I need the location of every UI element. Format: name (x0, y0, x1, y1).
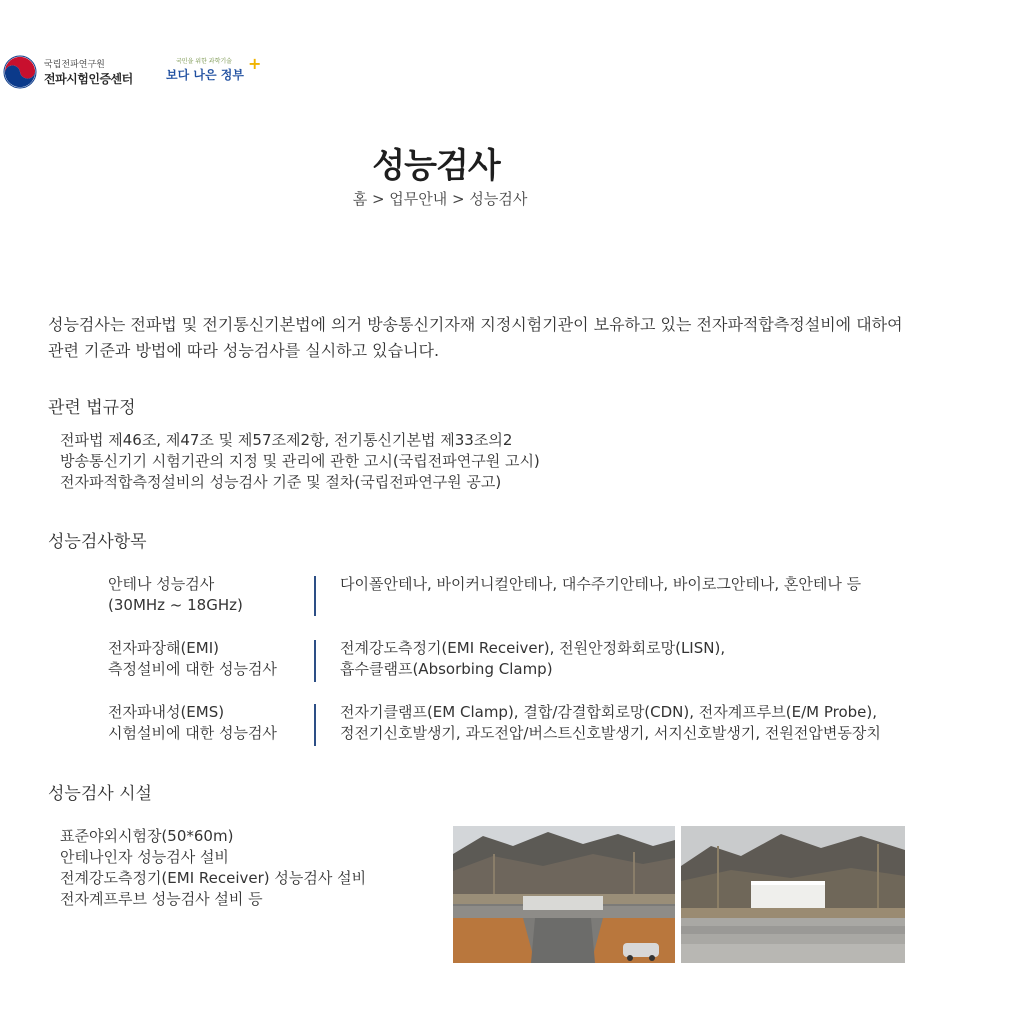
government-slogan-logo[interactable] (166, 56, 262, 90)
page-title: 성능검사 (372, 146, 500, 186)
list-item: 전계강도측정기(EMI Receiver) 성능검사 설비 (60, 869, 367, 887)
item-divider-bar (314, 640, 316, 682)
item-name (108, 574, 318, 616)
item-name-line: (30MHz ~ 18GHz) (108, 596, 243, 614)
item-desc-line: 흡수클램프(Absorbing Clamp) (340, 660, 553, 678)
org-logo[interactable] (2, 52, 152, 92)
list-item: 안테나인자 성능검사 설비 (60, 848, 229, 866)
section-title-laws: 관련 법규정 (48, 398, 136, 418)
item-desc-line: 정전기신호발생기, 과도전압/버스트신호발생기, 서지신호발생기, 전원전압변동장치 (340, 724, 881, 742)
item-name-line: 전자파장해(EMI) (108, 639, 219, 657)
item-description (340, 702, 980, 744)
item-divider-bar (314, 576, 316, 616)
intro-line: 관련 기준과 방법에 따라 성능검사를 실시하고 있습니다. (48, 341, 440, 360)
item-name-line: 측정설비에 대한 성능검사 (108, 660, 277, 678)
open-area-test-site-photo (453, 826, 675, 963)
plus-icon: + (248, 54, 262, 73)
item-name (108, 702, 318, 744)
item-name-line: 안테나 성능검사 (108, 575, 215, 593)
list-item: 전자계프루브 성능검사 설비 등 (60, 890, 263, 908)
slogan-small-text: 국민을 위한 과학기술 (176, 58, 232, 65)
org-main-label: 전파시험인증센터 (44, 72, 133, 86)
facility-list (60, 826, 366, 910)
item-name-line: 시험설비에 대한 성능검사 (108, 724, 277, 742)
list-item: 전파법 제46조, 제47조 및 제57조제2항, 전기통신기본법 제33조의2 (60, 431, 513, 449)
test-site-wall-photo (681, 826, 905, 963)
law-list (60, 430, 540, 493)
intro-line: 성능검사는 전파법 및 전기통신기본법에 의거 방송통신기자재 지정시험기관이 보유하고 있는 전자파적합측정설비에 대하여 (48, 315, 903, 334)
item-desc-line: 전자기클램프(EM Clamp), 결합/감결합회로망(CDN), 전자계프루브(E/M Probe), (340, 703, 877, 721)
slogan-main-text: 보다 나은 정부 (166, 68, 244, 82)
org-small-label: 국립전파연구원 (44, 60, 105, 70)
item-name-line: 전자파내성(EMS) (108, 703, 225, 721)
item-description (340, 638, 980, 680)
breadcrumb: 홈 > 업무안내 > 성능검사 (352, 190, 528, 208)
taegeuk-emblem-icon (2, 54, 38, 90)
list-item: 전자파적합측정설비의 성능검사 기준 및 절차(국립전파연구원 공고) (60, 473, 502, 491)
item-desc-line: 다이폴안테나, 바이커니컬안테나, 대수주기안테나, 바이로그안테나, 혼안테나 등 (340, 575, 862, 593)
item-description (340, 574, 980, 595)
item-name (108, 638, 318, 680)
section-title-items: 성능검사항목 (48, 532, 147, 552)
item-divider-bar (314, 704, 316, 746)
list-item: 표준야외시험장(50*60m) (60, 827, 234, 845)
intro-paragraph (48, 312, 978, 364)
section-title-facilities: 성능검사 시설 (48, 784, 152, 804)
list-item: 방송통신기기 시험기관의 지정 및 관리에 관한 고시(국립전파연구원 고시) (60, 452, 540, 470)
item-desc-line: 전계강도측정기(EMI Receiver), 전원안정화회로망(LISN), (340, 639, 726, 657)
